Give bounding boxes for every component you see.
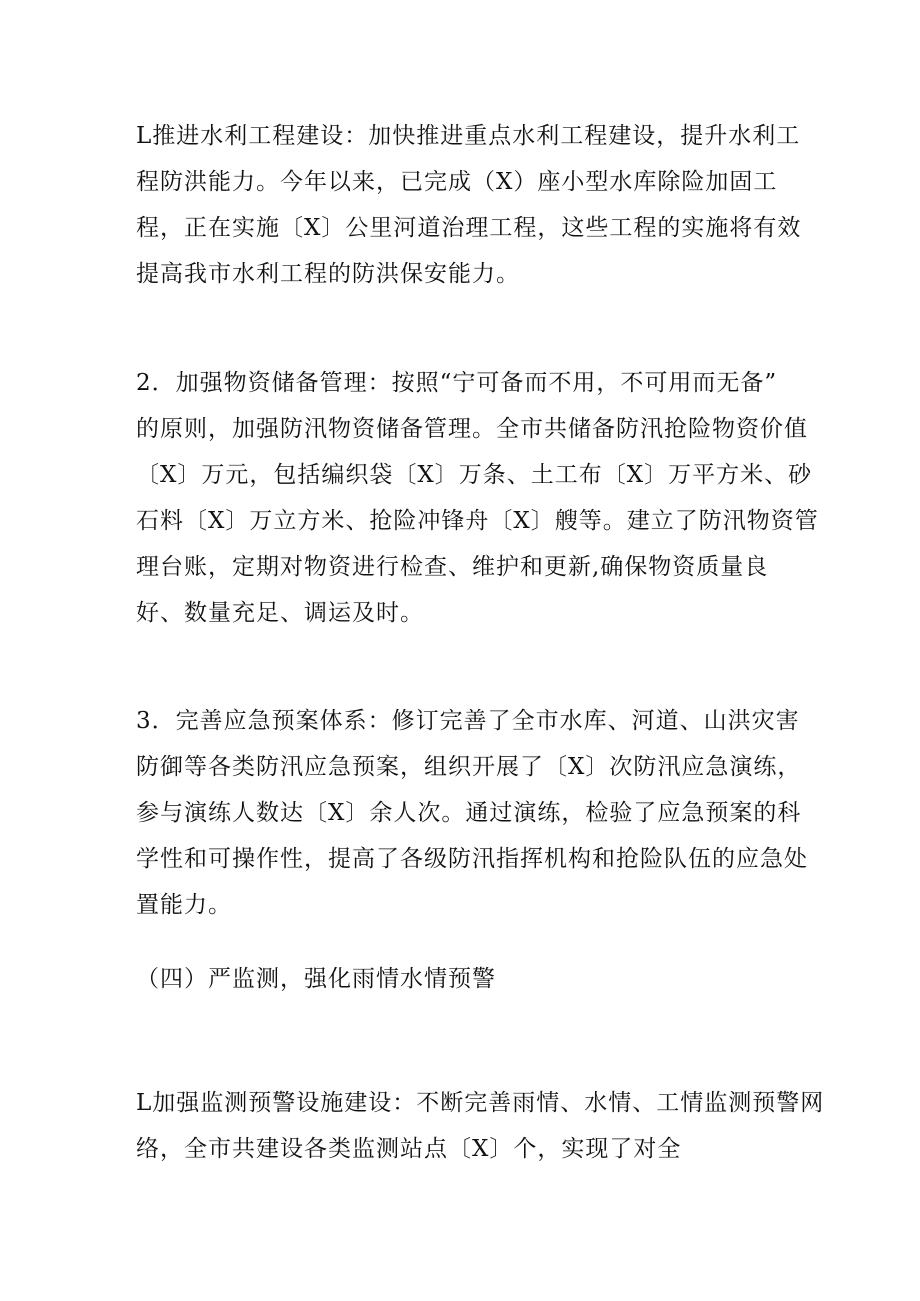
paragraph-line: 提高我市水利工程的防洪保安能力。 [136,261,520,287]
paragraph-line: 好、数量充足、调运及时。 [136,600,424,626]
paragraph-monitoring-facilities [136,1080,825,1172]
paragraph-line: 学性和可操作性，提高了各级防汛指挥机构和抢险队伍的应急处 [136,846,808,872]
paragraph-line: 3．完善应急预案体系：修订完善了全市水库、河道、山洪灾害 [136,708,800,734]
paragraph-line: 2．加强物资储备管理：按照“宁可备而不用，不可用而无备” [136,370,778,396]
paragraph-line: 程，正在实施〔X〕公里河道治理工程，这些工程的实施将有效 [136,215,802,241]
paragraph-emergency-plans [136,698,808,928]
paragraph-line: L加强监测预警设施建设：不断完善雨情、水情、工情监测预警网 [136,1090,825,1116]
paragraph-line: 石料〔X〕万立方米、抢险冲锋舟〔X〕艘等。建立了防汛物资管 [136,508,819,534]
paragraph-water-projects [136,113,802,297]
paragraph-line: 防御等各类防汛应急预案，组织开展了〔X〕次防汛应急演练， [136,754,802,780]
paragraph-line: 程防洪能力。今年以来，已完成（X）座小型水库除险加固工 [136,169,778,195]
paragraph-line: 置能力。 [136,892,232,918]
paragraph-material-reserves [136,360,819,636]
paragraph-line: L推进水利工程建设：加快推进重点水利工程建设，提升水利工 [136,123,801,149]
paragraph-line: 〔X〕万元，包括编织袋〔X〕万条、土工布〔X〕万平方米、砂 [136,462,813,488]
section-heading: （四）严监测，强化雨情水情预警 [136,966,496,992]
paragraph-line: 络，全市共建设各类监测站点〔X〕个，实现了对全 [136,1136,682,1162]
paragraph-line: 参与演练人数达〔X〕余人次。通过演练，检验了应急预案的科 [136,800,802,826]
paragraph-line: 理台账，定期对物资进行检查、维护和更新,确保物资质量良 [136,554,769,580]
paragraph-line: 的原则，加强防汛物资储备管理。全市共储备防汛抢险物资价值 [136,416,808,442]
